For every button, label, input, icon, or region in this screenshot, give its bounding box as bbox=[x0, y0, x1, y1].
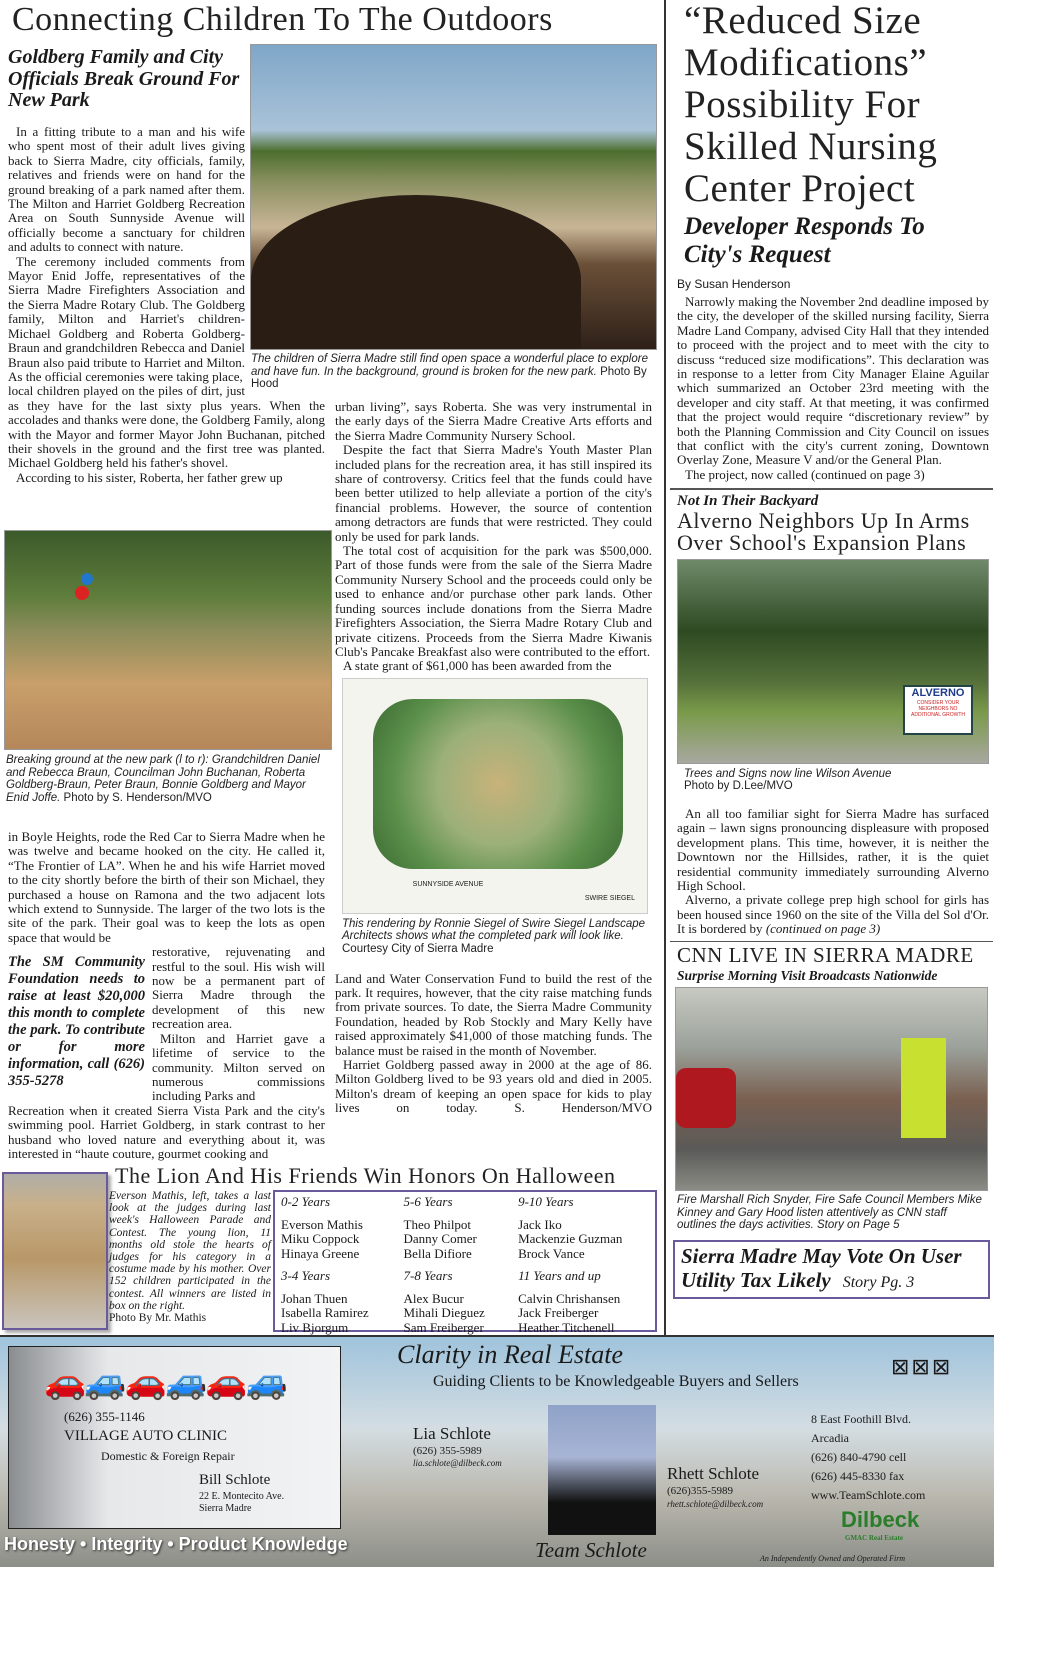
auto-phone: (626) 355-1146 bbox=[64, 1409, 145, 1424]
article-col1-low: The SM Community Foundation needs to raise at least $20,000 this month to complete the park. To contribute or for more information, call (626) 355-5278 in Boyle Heights, rode the Red Car to Sierra Madre when he was twelve and became hooked on the city. He called it, “The Frontier of LA”. When he and his wife Harriet moved to the city shortly before the birth of their son Michael, they purchased a house on Ramona and the two adjacent lots which extend to Sunnyside. The larger of the two lots is the site of the park. Their goal was to keep the lots as open space that would be restorative, rejuvenating and restful to the soul. His wish will now be a permanent part of Sierra Madre through the development of this new recreation area. Milton and Harriet gave a lifetime of service to the community. Milton served on numerous commissions including Parks and Recreation when it created Sierra Vista Park and the city's swimming pool. Harriet Goldberg, in stark contrast to her husband who loved nature and everything about it, was interested in “haute couture, gourmet cooking and bbox=[8, 829, 325, 1161]
independent-firm-note: An Independently Owned and Operated Firm bbox=[760, 1554, 906, 1563]
cars-logo-icon: 🚗🚙🚗🚙🚗🚙 bbox=[44, 1364, 287, 1401]
agent2-phone: (626)355-5989 bbox=[667, 1485, 733, 1497]
article-col2: urban living”, says Roberta. She was very instrumental in the early days of the Sierra Madre Creative Arts efforts and the Sierra Madre Community Nursery School. Despite the fact that Sierra Madre's Youth Master Plan included plans for the recreation area, it has still inspired its share of controversy. Critics feel that the funds could have been better utilized to help alleviate a portion of the city's financial problems. However, the source of contention among detractors are funds that were restricted. They could only be used for park lands. The total cost of acquisition for the park was $500,000. Part of those funds were from the sale of the Sierra Madre Community Nursery School and the proceeds could only be used to enhance and/or purchase other park lands. Other funding sources include donations from the Sierra Madre Firefighters Association, the Sierra Madre Rotary Club and private citizens. Proceeds from the Sierra Madre Kiwanis Club's Pancake Breakfast also were contributed to the effort. A state grant of $61,000 has been awarded from the SUNNYSIDE AVENUE SWIRE SIEGEL This rendering by Ronnie Siegel of Swire Siegel Landscape Architects shows what the completed park will look like. Courtesy City of Sierra Madre Land and Water Conservation Fund to build the rest of the park. It requires, however, that the city raise matching funds from private sources. To date, the Sierra Madre Community Foundation, headed by Rob Stockly and Mary Kelly have raised approximately $41,000 of those matching funds. The balance must be raised in the month of November. Harriet Goldberg passed away in 2000 at the age of 86. Milton Goldberg lived to be 93 years old and died in 2005. Milton's dream of keeping an open space for kids to play lives on today. S. Henderson/MVO bbox=[335, 399, 653, 1116]
lion-costume-photo bbox=[2, 1172, 108, 1330]
alverno-caption: Trees and Signs now line Wilson Avenue Photo by D.Lee/MVO bbox=[684, 767, 892, 793]
team-name: Team Schlote bbox=[535, 1538, 647, 1562]
agent2-name: Rhett Schlote bbox=[667, 1464, 760, 1483]
groundbreaking-photo bbox=[4, 530, 332, 750]
pull-quote: The SM Community Foundation needs to raise at least $20,000 this month to complete the park. To contribute or for more information, call (626) 355-5278 bbox=[8, 954, 145, 1089]
cnn-subhead: Surprise Morning Visit Broadcasts Nationwide bbox=[677, 968, 938, 984]
alverno-street-photo bbox=[677, 559, 989, 764]
alverno-headline: Alverno Neighbors Up In Arms Over School's Expansion Plans bbox=[677, 507, 970, 555]
agent1-name: Lia Schlote bbox=[413, 1424, 491, 1443]
tax-headline-line2: Utility Tax Likely bbox=[681, 1267, 831, 1292]
cnn-headline: CNN LIVE IN SIERRA MADRE bbox=[677, 943, 974, 968]
story-reference: Story Pg. 3 bbox=[842, 1273, 915, 1291]
photo2-caption: Breaking ground at the new park (l to r): Grandchildren Daniel and Rebecca Braun, Councilman John Buchanan, Roberta Goldberg-Braun, Peter Braun, Bonnie Goldberg and Mayor Enid Joffe. Photo by S. Henderson/MVO bbox=[6, 754, 320, 804]
nursing-article: Narrowly making the November 2nd deadline imposed by the city, the developer of the skilled nursing facility, Sierra Madre Land Company, advised City Hall that they intended to proceed with the project and to meet with the city to discuss “reduced size modifications”. This declaration was in response to a letter from City Manager Elaine Aguilar which summarized an October 23rd meeting with the developer and city staff. At that meeting, it was confirmed that the project would require “discretionary review” by both the Planning Commission and City Council on issues that conflict with the city's current zoning, Downtown Overlay Zone, Measure V and/or the General Plan. The project, now called (continued on page 3) bbox=[677, 294, 989, 482]
dilbeck-logo: Dilbeck bbox=[841, 1507, 920, 1532]
halloween-caption: Everson Mathis, left, takes a last look at the judges during last week's Halloween Parade and Contest. The young lion, 11 months old stole the hearts of judges for his category in a costume made by his mother. Over 152 children participated in the contest. All winners are listed in box on the right. Photo By Mr. Mathis bbox=[109, 1190, 271, 1325]
alverno-kicker: Not In Their Backyard bbox=[677, 492, 819, 509]
right-column bbox=[677, 0, 989, 1299]
gmac-logo: GMAC Real Estate bbox=[845, 1534, 903, 1542]
divider bbox=[670, 488, 993, 490]
auto-city: Sierra Madre bbox=[199, 1503, 252, 1514]
windows-logo-icon: ⊠⊠⊠ bbox=[891, 1354, 953, 1379]
article-col1-narrow: restorative, rejuvenating and restful to the soul. His wish will now be a permanent part of Sierra Madre through the development of this new recreation area. bbox=[152, 944, 325, 1032]
auto-slogan: Honesty • Integrity • Product Knowledge bbox=[4, 1534, 348, 1554]
nursing-headline: “Reduced Size Modifications” Possibility For Skilled Nursing Center Project bbox=[684, 0, 938, 210]
alverno-article: An all too familiar sight for Sierra Madre has surfaced again – lawn signs pronouncing displeasure with proposed development plans. This time, however, it is neither the Downtown nor the Hillsides, rather, it is the quiet residential community immediately surrounding Alverno High School. Alverno, a private college prep high school for girls has been housed since 1960 on the site of the Villa del Sol d'Or. It is bordered by (continued on page 3) bbox=[677, 805, 989, 937]
auto-name: VILLAGE AUTO CLINIC bbox=[64, 1428, 228, 1444]
lawn-sign-title: ALVERNO bbox=[911, 686, 965, 699]
halloween-headline: The Lion And His Friends Win Honors On Halloween bbox=[115, 1163, 616, 1188]
tax-headline-line1: Sierra Madre May Vote On User bbox=[681, 1243, 962, 1268]
winners-box bbox=[273, 1190, 657, 1335]
nursing-subhead: Developer Responds To City's Request bbox=[684, 213, 925, 268]
auto-tagline: Domestic & Foreign Repair bbox=[101, 1449, 235, 1463]
realty-ad[interactable] bbox=[345, 1338, 994, 1567]
agent1-email: lia.schlote@dilbeck.com bbox=[413, 1458, 502, 1468]
realty-contact: 8 East Foothill Blvd. Arcadia (626) 840-4790 cell (626) 445-8330 fax www.TeamSchlote.com bbox=[811, 1412, 926, 1502]
rendering-street-label: SUNNYSIDE AVENUE bbox=[412, 880, 484, 888]
column-divider bbox=[664, 0, 666, 1335]
main-subhead: Goldberg Family and City Officials Break Ground For New Park bbox=[8, 46, 240, 111]
article-col1-mid: local children played on the piles of dirt, just as they have for the last sixty plus years. When the accolades and thanks were done, the Goldberg Family, along with the Mayor and former Mayor John Buchanan, pitched their shovels in the ground and the first tree was planted. Michael Goldberg held his father's shovel. bbox=[8, 383, 325, 471]
agent2-email: rhett.schlote@dilbeck.com bbox=[667, 1499, 764, 1509]
rendering-caption: This rendering by Ronnie Siegel of Swire Siegel Landscape Architects shows what the completed park will look like. Courtesy City of Sierra Madre bbox=[342, 917, 646, 955]
divider bbox=[670, 941, 993, 943]
article-signature: S. Henderson/MVO bbox=[514, 1100, 653, 1116]
lawn-sign-text: CONSIDER YOUR NEIGHBORS NO ADDITIONAL GROWTH bbox=[911, 699, 965, 718]
byline: By Susan Henderson bbox=[677, 277, 791, 291]
article-col2-bottom: Land and Water Conservation Fund to build the rest of the park. It requires, however, that the city raise matching funds from private sources. To date, the Sierra Madre Community Foundation, headed by Rob Stockly and Mary Kelly have raised approximately $41,000 of those matching funds. The balance must be raised in the month of November. bbox=[335, 970, 652, 1058]
main-headline: Connecting Children To The Outdoors bbox=[12, 1, 553, 38]
realty-title: Clarity in Real Estate bbox=[397, 1340, 624, 1369]
park-rendering bbox=[342, 678, 648, 914]
utility-tax-box[interactable] bbox=[673, 1240, 990, 1299]
auto-address: 22 E. Montecito Ave. bbox=[199, 1491, 285, 1502]
rendering-logo: SWIRE SIEGEL bbox=[584, 894, 635, 902]
cnn-visit-photo bbox=[675, 987, 988, 1191]
auto-clinic-ad[interactable] bbox=[8, 1346, 341, 1529]
winners-table: 0-2 Years 5-6 Years 9-10 Years Everson Mathis Theo Philpot Jack Iko Miku Coppock Danny Comer Mackenzie Guzman Hinaya Greene Bella Difiore Brock Vance 3-4 Years 7-8 Years 11 Years and up Johan Thuen Alex Bucur Calvin Chrishansen Isabella Ramirez Mihali Dieguez Jack Freiberger Liv Bjorgum Sam Freiberger Heather Titchenell bbox=[281, 1194, 623, 1335]
agents-photo bbox=[548, 1405, 656, 1535]
article-col1-top: In a fitting tribute to a man and his wife who spent most of their adult lives giving back to Sierra Madre, city officials, family, relatives and friends were on hand for the ground breaking of a park named after them. The Milton and Harriet Goldberg Recreation Area on South Sunnyside Avenue will officially become a sanctuary for children and adults to connect with nature. The ceremony included comments from Mayor Enid Joffe, representatives of the Sierra Madre Firefighters Association and the Sierra Madre Rotary Club. The Goldberg family, Milton and Harriet's children-Michael Goldberg and Roberta Goldberg-Braun and grandchildren Rebecca and Daniel Braun also paid tribute to Harriet and Milton. As the official ceremonies were taking place, local children played on the piles of dirt, just as they have for the last sixty plus years. When the accolades and thanks were done, the Goldberg Family, along with the Mayor and former Mayor John Buchanan, pitched their shovels in the ground and the first tree was planted. Michael Goldberg held his father's shovel. According to his sister, Roberta, her father grew up bbox=[8, 124, 325, 485]
cnn-caption: Fire Marshall Rich Snyder, Fire Safe Council Members Mike Kinney and Gary Hood listen attentively as CNN staff outlines the days activities. Story on Page 5 bbox=[677, 1194, 982, 1232]
realty-tagline: Guiding Clients to be Knowledgeable Buyers and Sellers bbox=[433, 1373, 799, 1390]
photo1-caption: The children of Sierra Madre still find open space a wonderful place to explore and have fun. In the background, ground is broken for the new park. Photo By Hood bbox=[251, 353, 648, 391]
article-col1-end: Recreation when it created Sierra Vista Park and the city's swimming pool. Harriet Goldberg, in stark contrast to her husband who loved nature and everything about it, was interested in “haute couture, gourmet cooking and bbox=[8, 1102, 325, 1161]
agent1-phone: (626) 355-5989 bbox=[413, 1445, 482, 1457]
auto-owner: Bill Schlote bbox=[199, 1472, 271, 1488]
